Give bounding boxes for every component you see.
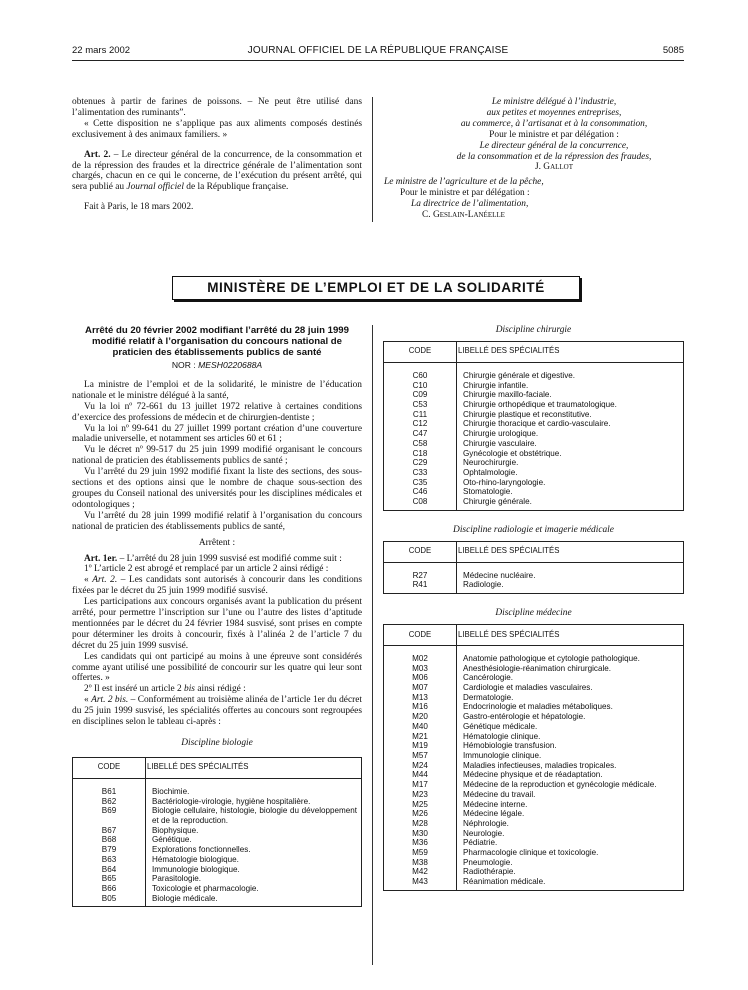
ministry-banner: MINISTÈRE DE L’EMPLOI ET DE LA SOLIDARITÉ	[172, 276, 580, 300]
paragraph: obtenues à partir de farines de poissons. – Ne peut être utilisé dans l’alimentation des ruminants”.	[72, 97, 362, 118]
row-code: M40	[384, 722, 457, 732]
table-row	[384, 487, 684, 497]
row-libelle: Chirurgie plastique et reconstitutive.	[457, 410, 684, 420]
signature-line: Pour le ministre et par délégation :	[489, 129, 619, 140]
paragraph: Vu le décret nº 99-517 du 25 juin 1999 modifié organisant le concours national de praticien des établissements publics de santé ;	[72, 445, 362, 467]
table-row	[384, 478, 684, 488]
nor-code: MESH0220688A	[198, 360, 263, 370]
paragraph: « Cette disposition ne s’applique pas aux aliments composés destinés exclusivement à des animaux familiers. »	[72, 118, 362, 140]
row-code: B05	[73, 894, 146, 907]
table-row	[384, 722, 684, 732]
paragraph: Les candidats qui ont participé au moins à une épreuve sont considérés comme ayant utilisé une possibilité de concourir sur les quatre qui leur sont offertes. »	[72, 651, 362, 684]
row-libelle: Cancérologie.	[457, 673, 684, 683]
row-code: C09	[384, 390, 457, 400]
row-code: M23	[384, 790, 457, 800]
table-caption-chirurgie: Discipline chirurgie	[495, 325, 572, 335]
row-code: B65	[73, 874, 146, 884]
row-code: M42	[384, 867, 457, 877]
table-row	[73, 835, 362, 845]
row-libelle: Radiologie.	[457, 580, 684, 593]
row-code: M03	[384, 664, 457, 674]
row-libelle: Radiothérapie.	[457, 867, 684, 877]
row-code: M57	[384, 751, 457, 761]
paragraph: La ministre de l’emploi et de la solidarité, le ministre de l’éducation nationale et le ministre délégué à la santé,	[72, 379, 362, 401]
row-libelle: Maladies infectieuses, maladies tropicales.	[457, 761, 684, 771]
nor-reference: NOR : MESH0220688A	[171, 360, 263, 370]
row-code: R41	[384, 580, 457, 593]
table-row	[384, 780, 684, 790]
signature-line: La directrice de l’alimentation,	[411, 199, 529, 210]
row-libelle: Toxicologie et pharmacologie.	[146, 884, 362, 894]
column-header-libelle: LIBELLÉ DES SPÉCIALITÉS	[146, 757, 362, 778]
paragraph: 2º Il est inséré un article 2 bis ainsi rédigé :	[84, 684, 246, 695]
row-libelle: Immunologie biologique.	[146, 865, 362, 875]
table-row	[384, 761, 684, 771]
row-code: M17	[384, 780, 457, 790]
table-row	[384, 673, 684, 683]
table-row	[384, 867, 684, 877]
row-libelle: Cardiologie et maladies vasculaires.	[457, 683, 684, 693]
column-header-libelle: LIBELLÉ DES SPÉCIALITÉS	[457, 624, 684, 645]
row-libelle: Chirurgie orthopédique et traumatologique.	[457, 400, 684, 410]
row-libelle: Médecine du travail.	[457, 790, 684, 800]
table-row	[384, 819, 684, 829]
signatory-name: C. Geslain-Lanéelle	[422, 210, 505, 221]
table-row	[384, 848, 684, 858]
signature-line: aux petites et moyennes entreprises,	[486, 107, 622, 118]
table-row	[384, 381, 684, 391]
header-page-number: 5085	[662, 45, 684, 56]
signature-line: de la consommation et de la répression des fraudes,	[456, 151, 652, 162]
row-code: M38	[384, 858, 457, 868]
table-row	[73, 855, 362, 865]
row-code: C53	[384, 400, 457, 410]
row-code: C18	[384, 449, 457, 459]
row-code: M28	[384, 819, 457, 829]
row-libelle: Endocrinologie et maladies métaboliques.	[457, 702, 684, 712]
column-header-code: CODE	[384, 624, 457, 645]
signatory-name: J. Gallot	[534, 162, 574, 173]
table-row	[384, 732, 684, 742]
signature-date: Fait à Paris, le 18 mars 2002.	[84, 202, 194, 213]
row-code: R27	[384, 562, 457, 580]
row-libelle: Réanimation médicale.	[457, 877, 684, 890]
row-code: M16	[384, 702, 457, 712]
paragraph: Vu l’arrêté du 29 juin 1992 modifié fixant la liste des sections, des sous-sections et des options ainsi que le nombre de chaque sous-section des groupes du Conseil national des universités pour les disciplines médicales et odontologiques ;	[72, 467, 362, 510]
table-row	[384, 809, 684, 819]
row-libelle: Pneumologie.	[457, 858, 684, 868]
row-code: C58	[384, 439, 457, 449]
table-row	[384, 458, 684, 468]
row-code: B63	[73, 855, 146, 865]
row-libelle: Médecine de la reproduction et gynécologie médicale.	[457, 780, 684, 790]
row-code: C46	[384, 487, 457, 497]
row-libelle: Chirurgie vasculaire.	[457, 439, 684, 449]
row-code: C47	[384, 429, 457, 439]
table-medecine	[383, 624, 684, 891]
table-row	[73, 797, 362, 807]
table-row	[384, 645, 684, 663]
row-libelle: Pharmacologie clinique et toxicologie.	[457, 848, 684, 858]
table-row	[73, 806, 362, 825]
row-libelle: Hématologie clinique.	[457, 732, 684, 742]
table-row	[384, 400, 684, 410]
header-date: 22 mars 2002	[72, 45, 131, 56]
row-libelle: Immunologie clinique.	[457, 751, 684, 761]
row-libelle: Pédiatrie.	[457, 838, 684, 848]
row-libelle: Chirurgie maxillo-faciale.	[457, 390, 684, 400]
table-row	[73, 865, 362, 875]
table-row	[384, 562, 684, 580]
row-code: B68	[73, 835, 146, 845]
row-libelle: Explorations fonctionnelles.	[146, 845, 362, 855]
running-header	[72, 45, 684, 59]
table-row	[384, 468, 684, 478]
row-code: M36	[384, 838, 457, 848]
table-row	[384, 800, 684, 810]
column-header-libelle: LIBELLÉ DES SPÉCIALITÉS	[457, 541, 684, 562]
row-libelle: Génétique médicale.	[457, 722, 684, 732]
row-libelle: Parasitologie.	[146, 874, 362, 884]
table-row	[384, 829, 684, 839]
column-separator	[372, 325, 373, 965]
row-code: C35	[384, 478, 457, 488]
table-row	[73, 894, 362, 907]
table-row	[384, 693, 684, 703]
row-code: M19	[384, 741, 457, 751]
table-row	[384, 664, 684, 674]
row-libelle: Ophtalmologie.	[457, 468, 684, 478]
table-row	[384, 429, 684, 439]
row-libelle: Neurochirurgie.	[457, 458, 684, 468]
row-code: M21	[384, 732, 457, 742]
header-journal-title: JOURNAL OFFICIEL DE LA RÉPUBLIQUE FRANÇAISE	[247, 45, 509, 56]
table-row	[384, 683, 684, 693]
table-row	[384, 702, 684, 712]
row-code: M06	[384, 673, 457, 683]
table-row	[384, 410, 684, 420]
table-row	[73, 884, 362, 894]
article-1-paragraph: Art. 1er. – L’arrêté du 28 juin 1999 susvisé est modifié comme suit :	[84, 553, 342, 564]
row-libelle: Chirurgie générale.	[457, 497, 684, 510]
row-code: C60	[384, 362, 457, 380]
article-label: Art. 2.	[84, 149, 111, 160]
column-header-code: CODE	[384, 541, 457, 562]
row-libelle: Génétique.	[146, 835, 362, 845]
row-libelle: Biophysique.	[146, 826, 362, 836]
article-label: Art. 1er.	[84, 553, 118, 564]
previous-text-column	[72, 97, 362, 213]
paragraph: Les participations aux concours organisés avant la publication du présent arrêté, pour permettre l’inscription sur l’une ou l’autre des listes d’aptitude mentionnées par le décret du 24 février 1984 susvisé, sont prises en compte pour déterminer les droits à concourir, fixés à l’alinéa 2 de l’article 7 du décret du 25 juin 1999 susvisé.	[72, 597, 362, 651]
table-caption-radiologie: Discipline radiologie et imagerie médicale	[453, 524, 614, 535]
signature-line: Le ministre délégué à l’industrie,	[491, 97, 617, 107]
tables-column	[383, 325, 684, 891]
table-caption-biologie: Discipline biologie	[181, 738, 253, 748]
table-row	[384, 790, 684, 800]
paragraph: Vu la loi nº 72-661 du 13 juillet 1972 relative à certaines conditions d’exercice des professions de médecin et de chirurgien-dentiste ;	[72, 401, 362, 423]
row-code: M02	[384, 645, 457, 663]
row-code: B67	[73, 826, 146, 836]
signature-line: Pour le ministre et par délégation :	[400, 188, 530, 199]
row-code: M26	[384, 809, 457, 819]
table-radiologie	[383, 541, 684, 594]
table-chirurgie	[383, 341, 684, 511]
row-libelle: Dermatologie.	[457, 693, 684, 703]
row-libelle: Anatomie pathologique et cytologie pathologique.	[457, 645, 684, 663]
row-code: M07	[384, 683, 457, 693]
paragraph: Vu l’arrêté du 28 juin 1999 modifié relatif à l’organisation du concours national de praticien des établissements publics de santé,	[72, 510, 362, 532]
row-code: M59	[384, 848, 457, 858]
row-libelle: Hémobiologie transfusion.	[457, 741, 684, 751]
row-code: C10	[384, 381, 457, 391]
table-row	[384, 751, 684, 761]
column-header-code: CODE	[73, 757, 146, 778]
arrete-title: Arrêté du 20 février 2002 modifiant l’arrêté du 28 juin 1999 modifié relatif à l’organisation du concours national de praticien des établissements publics de santé	[85, 325, 349, 358]
table-row	[384, 580, 684, 593]
row-libelle: Chirurgie urologique.	[457, 429, 684, 439]
paragraph: « Art. 2. – Les candidats sont autorisés à concourir dans les conditions fixées par le décret du 25 juin 1999 modifié susvisé.	[72, 575, 363, 597]
row-libelle: Chirurgie générale et digestive.	[457, 362, 684, 380]
row-code: B62	[73, 797, 146, 807]
row-libelle: Biologie cellulaire, histologie, biologie du développement et de la reproduction.	[146, 806, 362, 825]
row-code: C08	[384, 497, 457, 510]
row-libelle: Biochimie.	[146, 778, 362, 796]
row-code: C33	[384, 468, 457, 478]
row-libelle: Oto-rhino-laryngologie.	[457, 478, 684, 488]
table-row	[384, 712, 684, 722]
signature-line: Le ministre de l’agriculture et de la pêche,	[384, 177, 544, 188]
signature-line: Le directeur général de la concurrence,	[479, 140, 629, 151]
table-row	[384, 449, 684, 459]
signature-line: au commerce, à l’artisanat et à la consommation,	[460, 118, 648, 129]
table-row	[384, 439, 684, 449]
row-code: M30	[384, 829, 457, 839]
row-code: C11	[384, 410, 457, 420]
column-separator	[372, 97, 373, 222]
row-code: C29	[384, 458, 457, 468]
row-libelle: Médecine physique et de réadaptation.	[457, 770, 684, 780]
row-libelle: Gynécologie et obstétrique.	[457, 449, 684, 459]
arretent: Arrêtent :	[198, 537, 236, 548]
table-row	[73, 874, 362, 884]
row-libelle: Neurologie.	[457, 829, 684, 839]
row-libelle: Biologie médicale.	[146, 894, 362, 907]
row-code: M43	[384, 877, 457, 890]
row-libelle: Hématologie biologique.	[146, 855, 362, 865]
table-row	[384, 858, 684, 868]
row-code: M20	[384, 712, 457, 722]
article-2-paragraph: Art. 2. – Le directeur général de la concurrence, de la consommation et de la répression des fraudes et la directrice générale de l’alimentation sont chargés, chacun en ce qui le concerne, de l’exécution du présent arrêté, qui sera publié au Journal officiel de la République française.	[72, 149, 362, 193]
row-libelle: Chirurgie infantile.	[457, 381, 684, 391]
row-code: B64	[73, 865, 146, 875]
table-biologie	[72, 757, 362, 907]
paragraph: « Art. 2 bis. – Conformément au troisième alinéa de l’article 1er du décret du 25 juin 1999 susvisé, les spécialités offertes au concours sont regroupées en disciplines selon le tableau ci-après :	[72, 695, 363, 728]
table-row	[384, 362, 684, 380]
paragraph: Vu la loi nº 99-641 du 27 juillet 1999 portant création d’une couverture maladie universelle, et notamment ses articles 60 et 61 ;	[72, 423, 362, 445]
row-code: B69	[73, 806, 146, 825]
column-header-libelle: LIBELLÉ DES SPÉCIALITÉS	[457, 341, 684, 362]
table-row	[384, 838, 684, 848]
signature-block	[384, 97, 684, 221]
row-code: M25	[384, 800, 457, 810]
row-libelle: Bactériologie-virologie, hygiène hospitalière.	[146, 797, 362, 807]
row-code: C12	[384, 419, 457, 429]
table-row	[73, 778, 362, 796]
table-row	[384, 390, 684, 400]
table-row	[73, 826, 362, 836]
row-libelle: Chirurgie thoracique et cardio-vasculaire.	[457, 419, 684, 429]
row-libelle: Néphrologie.	[457, 819, 684, 829]
table-row	[384, 741, 684, 751]
table-row	[384, 770, 684, 780]
paragraph: 1º L’article 2 est abrogé et remplacé par un article 2 ainsi rédigé :	[84, 564, 329, 575]
row-libelle: Gastro-entérologie et hépatologie.	[457, 712, 684, 722]
row-code: M24	[384, 761, 457, 771]
row-code: B66	[73, 884, 146, 894]
table-caption-medecine: Discipline médecine	[495, 608, 572, 619]
table-row	[384, 497, 684, 510]
row-libelle: Médecine interne.	[457, 800, 684, 810]
row-libelle: Médecine légale.	[457, 809, 684, 819]
header-rule	[72, 60, 684, 61]
table-row	[384, 877, 684, 890]
arrete-column	[72, 325, 362, 907]
table-row	[73, 845, 362, 855]
row-code: B61	[73, 778, 146, 796]
row-code: M44	[384, 770, 457, 780]
row-libelle: Médecine nucléaire.	[457, 562, 684, 580]
row-code: M13	[384, 693, 457, 703]
row-libelle: Stomatologie.	[457, 487, 684, 497]
row-libelle: Anesthésiologie-réanimation chirurgicale.	[457, 664, 684, 674]
column-header-code: CODE	[384, 341, 457, 362]
table-row	[384, 419, 684, 429]
row-code: B79	[73, 845, 146, 855]
